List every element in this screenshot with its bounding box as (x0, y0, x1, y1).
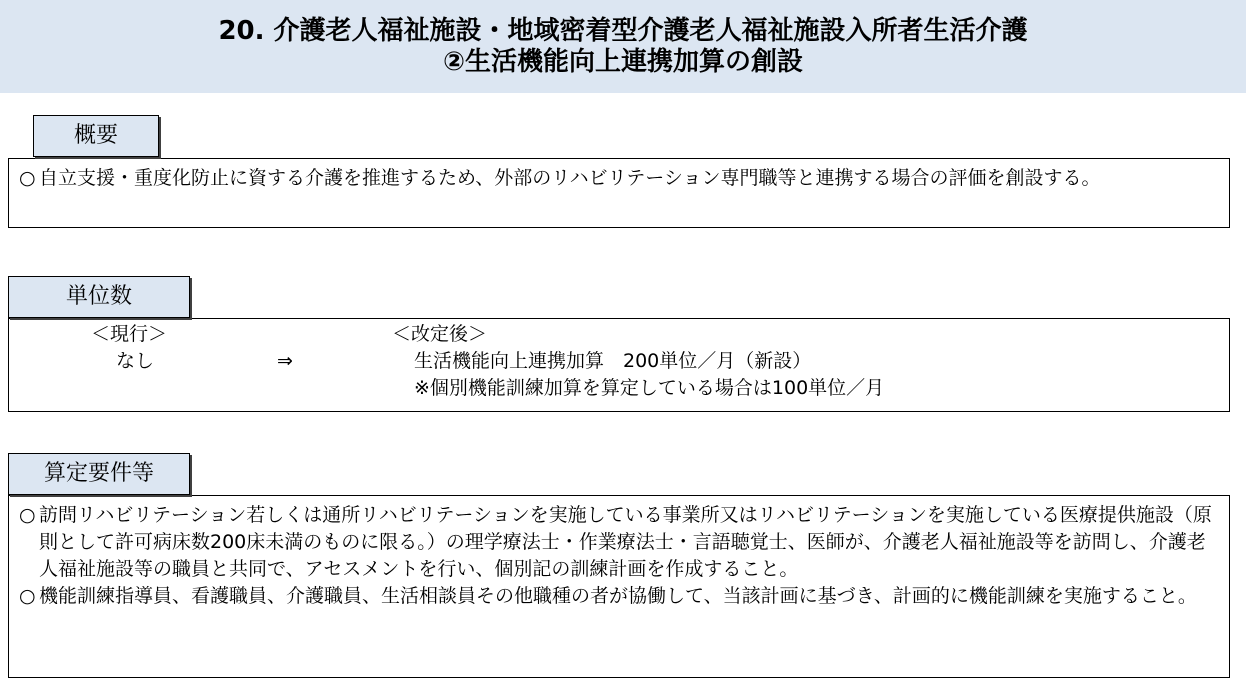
requirement-text: 訪問リハビリテーション若しくは通所リハビリテーションを実施している事業所又はリハビリテーションを実施している医療提供施設（原則として許可病床数200床未満のものに限る。）の理学療法士・作業療法士・言語聴覚士、医師が、介護老人福祉施設等を訪問し、介護老人福祉施設等の職員と共同で、アセスメントを行い、個別記の訓練計画を作成すること。 (39, 504, 1212, 580)
revised-header: ＜改定後＞ (392, 323, 488, 345)
requirement-text: 機能訓練指導員、看護職員、介護職員、生活相談員その他職種の者が協働して、当該計画に基づき、計画的に機能訓練を実施すること。 (39, 585, 1197, 607)
overview-box (8, 158, 1230, 228)
arrow-icon: ⇒ (277, 350, 293, 372)
revised-line-1: 生活機能向上連携加算 200単位／月（新設） (414, 350, 812, 372)
bullet-circle-icon: ○ (19, 167, 36, 189)
overview-paragraph (9, 165, 1229, 192)
page-title (0, 0, 1246, 93)
requirements-box (8, 495, 1230, 678)
overview-text: 自立支援・重度化防止に資する介護を推進するため、外部のリハビリテーション専門職等と連携する場合の評価を創設する。 (39, 167, 1101, 189)
units-heading: 単位数 (8, 276, 190, 318)
title-line-2: ②生活機能向上連携加算の創設 (442, 47, 803, 77)
units-box (8, 318, 1230, 412)
bullet-circle-icon: ○ (19, 585, 36, 607)
requirement-item (9, 583, 1229, 610)
requirement-item (9, 502, 1229, 583)
overview-heading: 概要 (33, 115, 159, 157)
current-header: ＜現行＞ (91, 323, 168, 345)
requirements-heading: 算定要件等 (8, 453, 190, 495)
revised-line-2: ※個別機能訓練加算を算定している場合は100単位／月 (414, 377, 885, 399)
current-value: なし (116, 350, 155, 372)
bullet-circle-icon: ○ (19, 504, 36, 526)
title-line-1: 20. 介護老人福祉施設・地域密着型介護老人福祉施設入所者生活介護 (218, 16, 1028, 46)
